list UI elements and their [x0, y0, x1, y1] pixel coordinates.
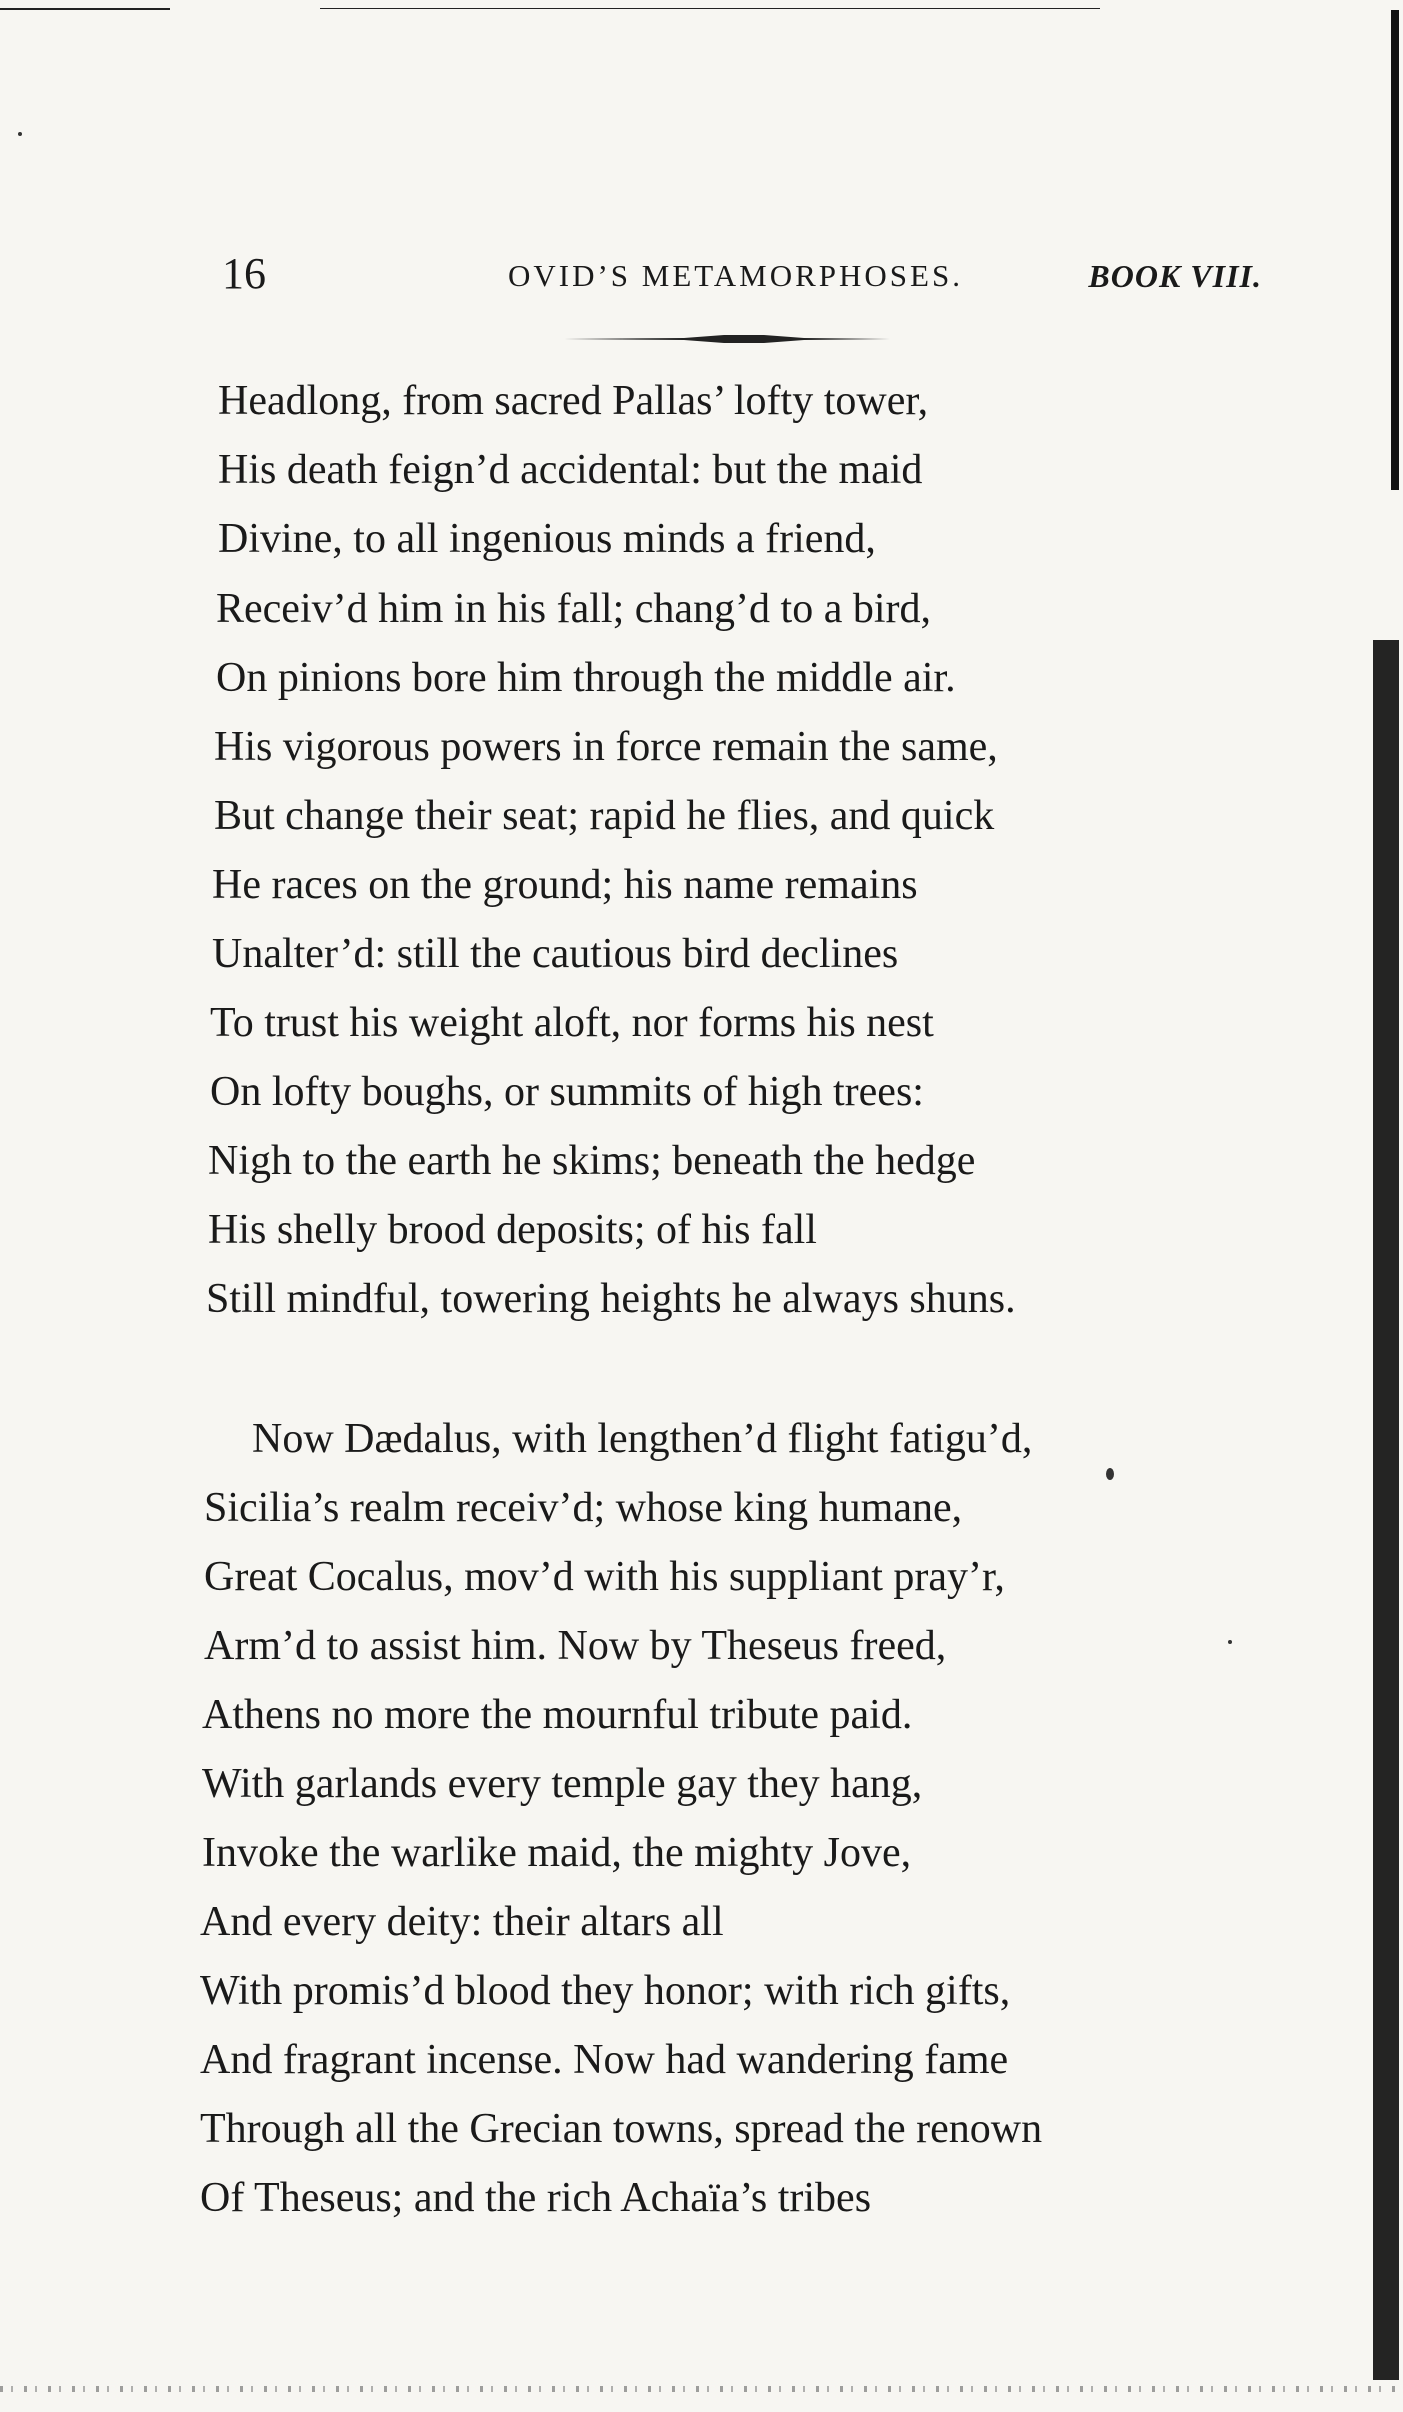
verse-line: Receiv’d him in his fall; chang’d to a bird,	[216, 586, 931, 632]
verse-line: Invoke the warlike maid, the mighty Jove,	[202, 1830, 912, 1876]
verse-line: And fragrant incense. Now had wandering fame	[200, 2037, 1009, 2083]
page-edge-shadow-bottom	[1373, 640, 1399, 2380]
verse-line: His death feign’d accidental: but the maid	[218, 447, 923, 493]
verse-line: To trust his weight aloft, nor forms his nest	[210, 1000, 934, 1046]
running-title: OVID’S METAMORPHOSES.	[508, 258, 963, 293]
running-header	[222, 248, 1262, 308]
verse-line: Now Dædalus, with lengthen’d flight fatigu’d,	[252, 1416, 1033, 1462]
verse-line: Arm’d to assist him. Now by Theseus freed,	[204, 1623, 947, 1669]
verse-line: With promis’d blood they honor; with rich gifts,	[200, 1968, 1011, 2014]
verse-line: Headlong, from sacred Pallas’ lofty tower,	[218, 378, 929, 424]
verse-line: But change their seat; rapid he flies, and quick	[214, 793, 995, 839]
verse-line: Still mindful, towering heights he always shuns.	[206, 1276, 1016, 1322]
top-rule-right	[320, 8, 1100, 9]
verse-line: Unalter’d: still the cautious bird declines	[212, 931, 899, 977]
page-number: 16	[222, 249, 266, 298]
verse-line: Sicilia’s realm receiv’d; whose king humane,	[204, 1485, 963, 1531]
verse-line: His vigorous powers in force remain the same,	[214, 724, 998, 770]
ink-speck	[1106, 1468, 1114, 1480]
ink-speck	[1228, 1640, 1232, 1644]
verse-line: Great Cocalus, mov’d with his suppliant pray’r,	[204, 1554, 1005, 1600]
verse-line: Divine, to all ingenious minds a friend,	[218, 516, 876, 562]
verse-line: He races on the ground; his name remains	[212, 862, 918, 908]
verse-line: Through all the Grecian towns, spread the renown	[200, 2106, 1043, 2152]
verse-line: His shelly brood deposits; of his fall	[208, 1207, 817, 1253]
verse-line: With garlands every temple gay they hang,	[202, 1761, 923, 1807]
header-ornament-rule	[564, 334, 894, 344]
page-edge-shadow-top	[1391, 10, 1399, 490]
bottom-scan-noise	[0, 2386, 1403, 2392]
verse-line: Of Theseus; and the rich Achaïa’s tribes	[200, 2175, 872, 2221]
verse-line: On lofty boughs, or summits of high trees:	[210, 1069, 924, 1115]
verse-line: Nigh to the earth he skims; beneath the hedge	[208, 1138, 976, 1184]
book-label: BOOK VIII.	[1088, 258, 1262, 294]
verse-line: On pinions bore him through the middle air.	[216, 655, 956, 701]
verse-line: And every deity: their altars all	[200, 1899, 724, 1945]
ink-speck	[18, 132, 22, 136]
top-rule-left	[0, 8, 170, 10]
verse-line: Athens no more the mournful tribute paid.	[202, 1692, 913, 1738]
